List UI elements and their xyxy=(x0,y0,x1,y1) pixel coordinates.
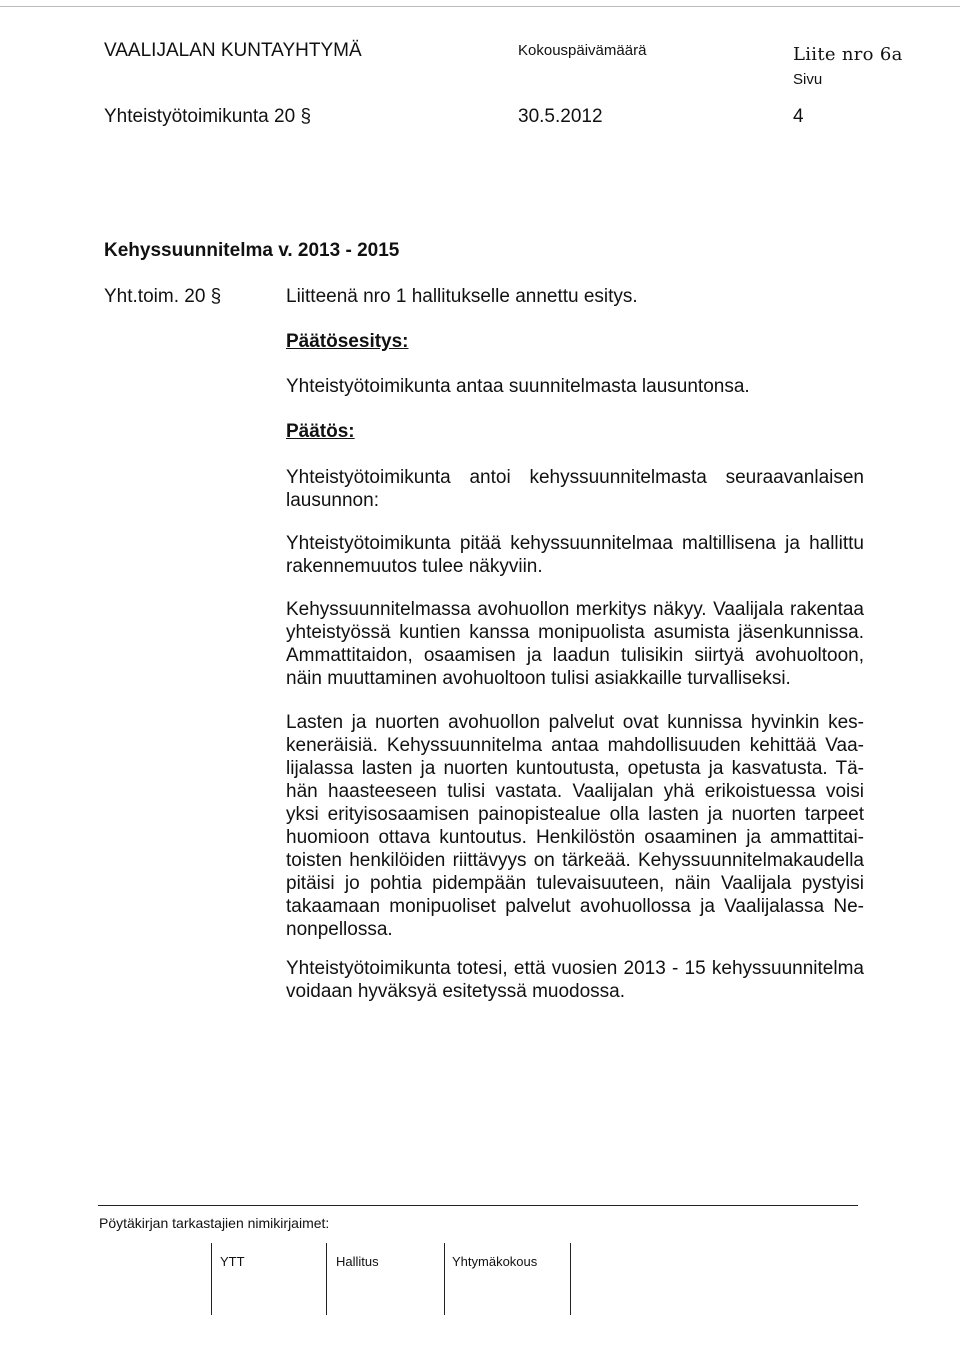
initials-box-divider xyxy=(570,1243,571,1315)
proposal-heading: Päätösesitys: xyxy=(286,331,409,352)
initials-label: Pöytäkirjan tarkastajien nimikirjaimet: xyxy=(99,1215,330,1231)
body-and-section: Yhteistyötoimikunta 20 § xyxy=(104,106,312,127)
meeting-date-label: Kokouspäivämäärä xyxy=(518,42,647,59)
decision-paragraph-intro: Yhteistyötoimikunta antoi kehyssuunnitelmasta seuraavanlaisen lausunnon: xyxy=(286,467,864,511)
initials-column-ytt: YTT xyxy=(220,1254,245,1269)
organization-name: VAALIJALAN KUNTAYHTYMÄ xyxy=(104,40,362,61)
initials-box-divider xyxy=(326,1243,327,1315)
decision-heading: Päätös: xyxy=(286,421,355,442)
attachment-stamp: Liite nro 6a xyxy=(793,44,903,65)
page-top-edge xyxy=(0,6,960,7)
page-label: Sivu xyxy=(793,71,823,88)
meeting-date: 30.5.2012 xyxy=(518,106,603,127)
decision-paragraph-approval: Yhteistyötoimikunta totesi, että vuosien 2013 - 15 kehyssuunnitelma voidaan hyväksyä esitetyssä muodossa. xyxy=(286,958,864,1002)
initials-column-board: Hallitus xyxy=(336,1254,379,1269)
decision-paragraph-moderate: Yhteistyötoimikunta pitää kehyssuunnitelmaa maltillisena ja hallittu rakennemuutos tulee näkyviin. xyxy=(286,533,864,577)
document-title: Kehyssuunnitelma v. 2013 - 2015 xyxy=(104,240,400,261)
footer-divider xyxy=(98,1205,858,1206)
reference-text: Liitteenä nro 1 hallitukselle annettu esitys. xyxy=(286,286,638,307)
proposal-text: Yhteistyötoimikunta antaa suunnitelmasta lausuntonsa. xyxy=(286,376,750,397)
page-number: 4 xyxy=(793,106,804,127)
initials-column-council: Yhtymäkokous xyxy=(452,1254,538,1269)
initials-box-divider xyxy=(211,1243,212,1315)
decision-paragraph-children: Lasten ja nuorten avohuollon palvelut ovat kunnissa hyvinkin keskeneräisiä. Kehyssuunnitelma antaa mahdollisuuden kehittää Vaalijalassa lasten ja nuorten kuntoutusta, opetusta ja kasvatusta. Tähän haasteeseen tulisi vastata. Vaalijalan yhä erikoistuessa voisi yksi erityisosaamisen painopistealue olla lasten ja nuorten tarpeet huomioon ottava kuntoutus. Henkilöstön osaaminen ja ammattitaitoisten henkilöiden riittävyys on tärkeää. Kehyssuunnitelmakaudella pitäisi jo pohtia pidempään tulevaisuuteen, näin Vaalijala pystyisi takaamaan monipuoliset palvelut avohuollossa ja Vaalijalassa Nenonpellossa. xyxy=(286,712,864,940)
initials-box-divider xyxy=(444,1243,445,1315)
decision-paragraph-outpatient: Kehyssuunnitelmassa avohuollon merkitys näkyy. Vaalijala rakentaa yhteistyössä kuntien kanssa monipuolista asumista jäsenkunnissa. Ammattitaidon, osaamisen ja laadun tulisikin siirtyä avohuoltoon, näin muuttaminen avohuoltoon tulisi asiakkaille turvalliseksi. xyxy=(286,599,864,689)
section-reference: Yht.toim. 20 § xyxy=(104,286,222,307)
